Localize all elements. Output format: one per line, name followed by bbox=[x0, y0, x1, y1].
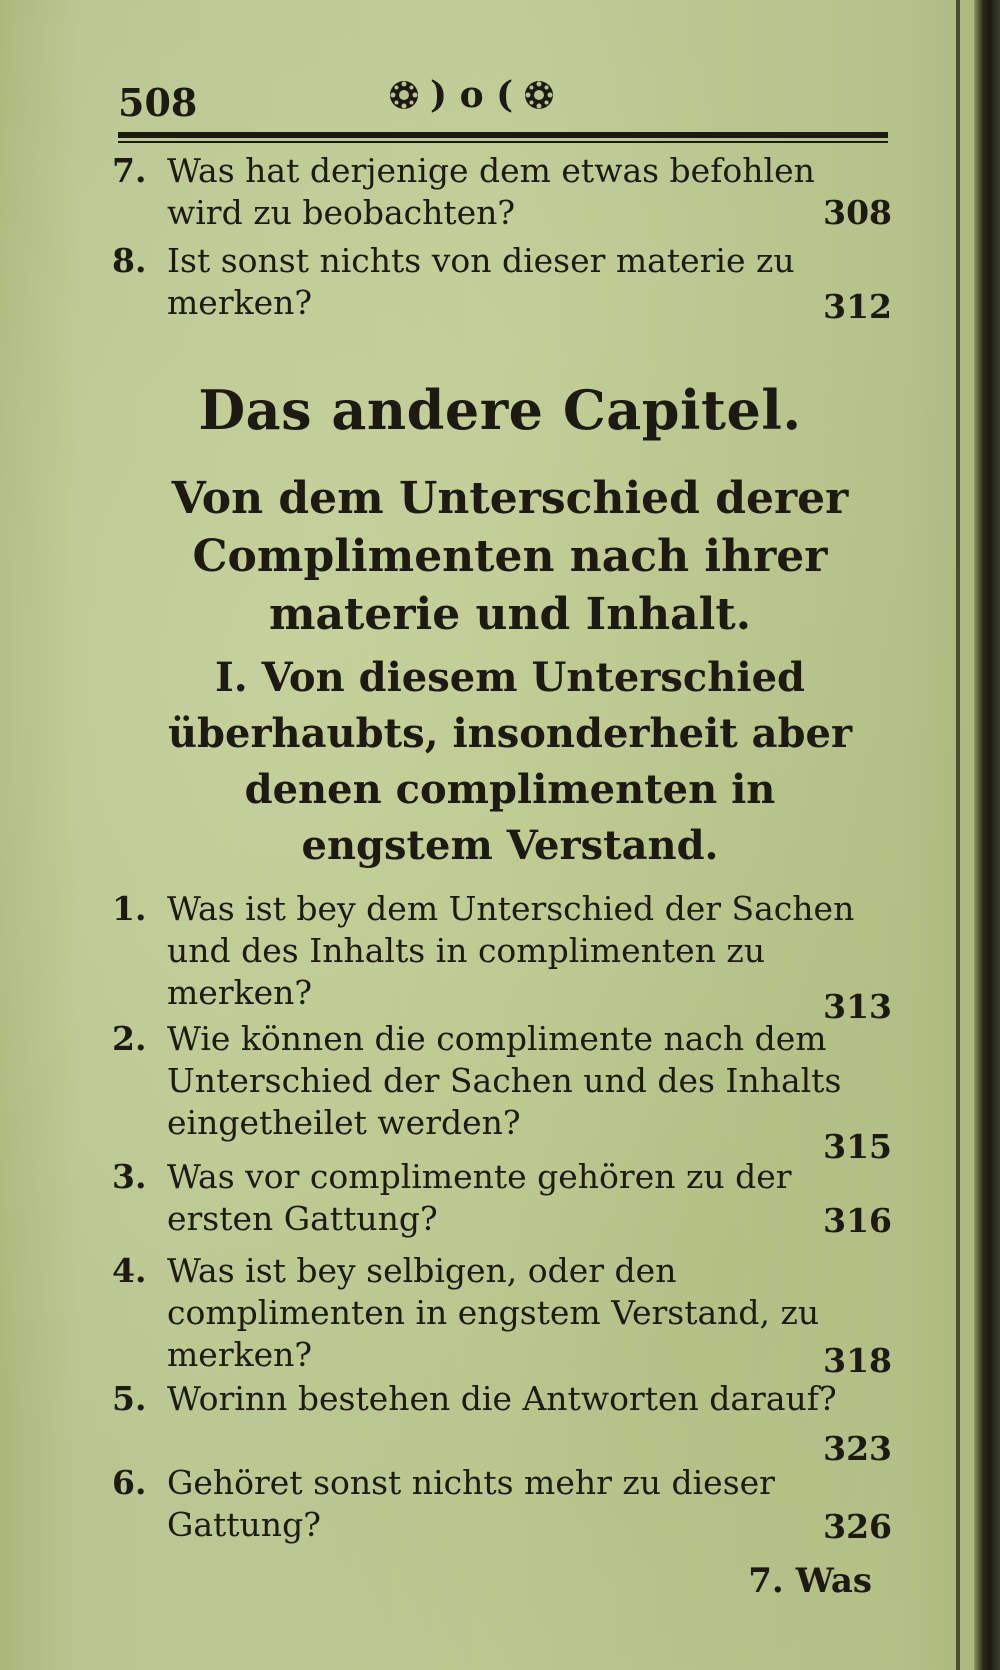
entry-number: 8. bbox=[112, 241, 147, 280]
list-item bbox=[112, 1018, 892, 1166]
entry-number: 6. bbox=[112, 1463, 147, 1502]
list-item bbox=[112, 1462, 892, 1546]
entry-page: 323 bbox=[823, 1429, 892, 1468]
list-item bbox=[112, 240, 892, 324]
entry-number: 4. bbox=[112, 1251, 147, 1290]
entry-number: 7. bbox=[112, 151, 147, 190]
entry-text: Was vor complimente gehören zu der ersten Gattung? bbox=[167, 1157, 792, 1238]
entry-text: Wie können die complimente nach dem Unterschied der Sachen und des Inhalts eingetheilet werden? bbox=[167, 1019, 842, 1142]
chapter-heading: Das andere Capitel. bbox=[198, 378, 802, 442]
entry-number: 2. bbox=[112, 1019, 147, 1058]
header-rule-thin bbox=[118, 141, 888, 143]
chapter-title: Von dem Unterschied derer Complimenten nach ihrer materie und Inhalt. bbox=[171, 473, 849, 640]
entry-page: 326 bbox=[823, 1507, 892, 1546]
list-item bbox=[112, 888, 892, 1026]
list-item bbox=[112, 1250, 892, 1380]
entry-page: 316 bbox=[823, 1201, 892, 1240]
catchword-text: 7. Was bbox=[748, 1561, 872, 1601]
catchword bbox=[112, 1560, 872, 1602]
ornament-text: ) o ( bbox=[430, 74, 514, 116]
entry-text: Gehöret sonst nichts mehr zu dieser Gattung? bbox=[167, 1463, 775, 1544]
entry-number: 1. bbox=[112, 889, 147, 928]
entry-page: 312 bbox=[823, 287, 892, 326]
entry-text: Ist sonst nichts von dieser materie zu merken? bbox=[167, 241, 795, 322]
entry-text: Was ist bey selbigen, oder den complimenten in engstem Verstand, zu merken? bbox=[167, 1251, 820, 1374]
entry-number: 3. bbox=[112, 1157, 147, 1196]
gutter-line bbox=[956, 0, 960, 1670]
section-heading: I. Von diesem Unterschied überhaubts, insonderheit aber denen complimenten in engstem Verstand. bbox=[167, 654, 853, 869]
running-head bbox=[118, 70, 888, 134]
entry-page: 318 bbox=[823, 1341, 892, 1380]
list-item bbox=[112, 150, 892, 234]
entry-page: 308 bbox=[823, 193, 892, 232]
entry-number: 5. bbox=[112, 1379, 147, 1418]
header-ornament bbox=[388, 74, 555, 116]
page-number: 508 bbox=[118, 80, 198, 125]
entry-text: Was hat derjenige dem etwas befohlen wird zu beobachten? bbox=[167, 151, 815, 232]
book-spine bbox=[974, 0, 1000, 1670]
list-item bbox=[112, 1378, 892, 1468]
entry-page: 313 bbox=[823, 987, 892, 1026]
rosette-icon bbox=[388, 79, 420, 111]
entry-text: Worinn bestehen die Antworten darauf? bbox=[167, 1379, 837, 1418]
entry-text: Was ist bey dem Unterschied der Sachen und des Inhalts in complimenten zu merken? bbox=[167, 889, 855, 1012]
list-item bbox=[112, 1156, 892, 1240]
rosette-icon bbox=[523, 79, 555, 111]
header-rule bbox=[118, 132, 888, 138]
entry-page: 315 bbox=[823, 1127, 892, 1166]
